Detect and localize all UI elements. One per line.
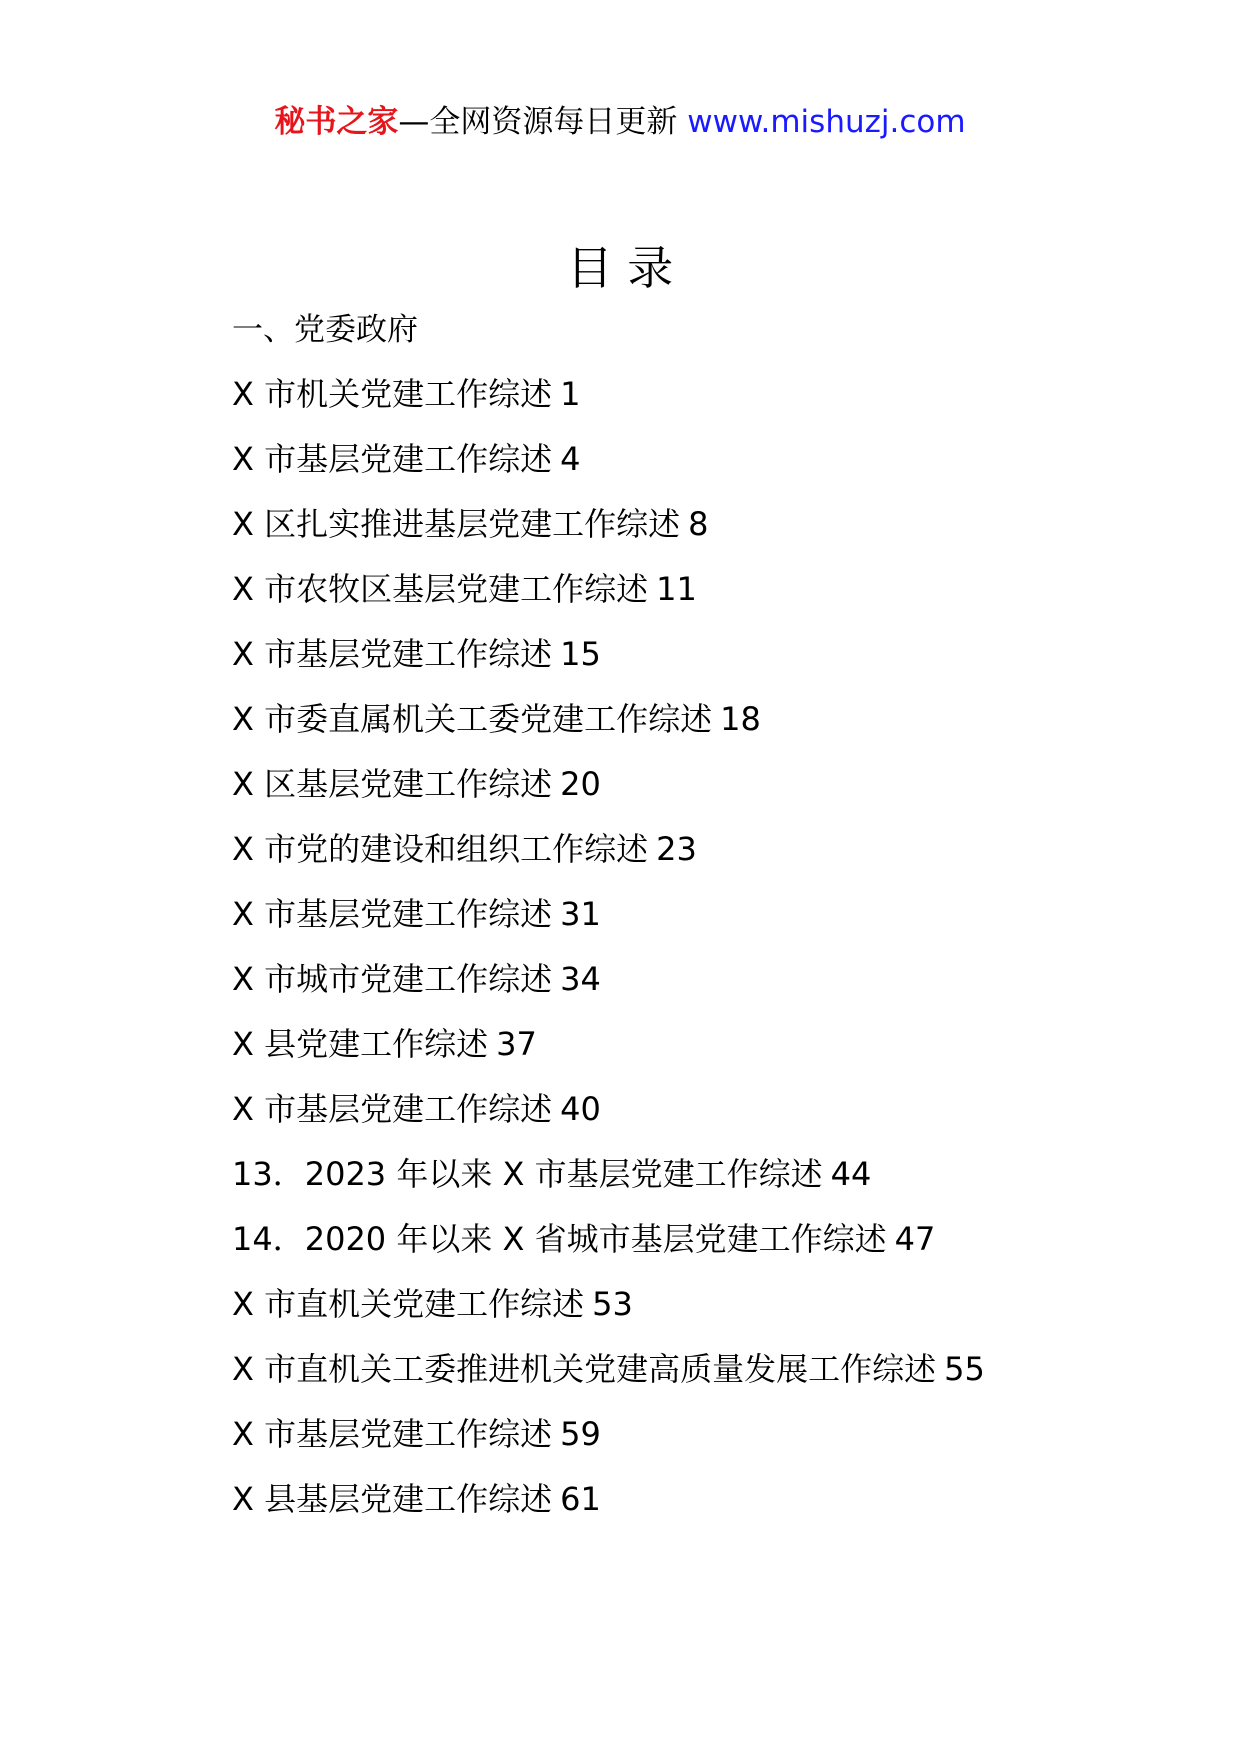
site-header bbox=[0, 100, 1240, 144]
toc-entry[interactable] bbox=[232, 957, 985, 1022]
toc-entry[interactable] bbox=[232, 1217, 985, 1282]
toc-entry[interactable] bbox=[232, 502, 985, 567]
toc-entry-title: X 市基层党建工作综述 bbox=[232, 1090, 553, 1128]
toc-entry-page: 44 bbox=[830, 1155, 872, 1193]
toc-entry-page: 18 bbox=[720, 700, 761, 738]
toc-entry-title: X 市党的建设和组织工作综述 bbox=[232, 830, 649, 868]
toc-entry-title: X 市委直属机关工委党建工作综述 bbox=[232, 700, 713, 738]
toc-entry-page: 23 bbox=[656, 830, 697, 868]
toc-entry[interactable] bbox=[232, 567, 985, 632]
toc-entry[interactable] bbox=[232, 1347, 985, 1412]
header-tagline: —全网资源每日更新 bbox=[398, 104, 688, 140]
toc-entry-page: 4 bbox=[560, 440, 581, 478]
brand-name: 秘书之家 bbox=[274, 104, 399, 140]
toc-entry-page: 47 bbox=[894, 1220, 936, 1258]
toc-title: 目 录 bbox=[566, 241, 674, 295]
toc-entry-page: 59 bbox=[560, 1415, 601, 1453]
toc-entry[interactable] bbox=[232, 1152, 985, 1217]
toc-entry[interactable] bbox=[232, 437, 985, 502]
toc-list bbox=[232, 308, 985, 1542]
toc-entry-page: 61 bbox=[560, 1480, 601, 1518]
toc-entry-title: 14．2020 年以来 X 省城市基层党建工作综述 bbox=[232, 1220, 887, 1258]
toc-entry-page: 11 bbox=[656, 570, 697, 608]
toc-entry-title: X 市直机关党建工作综述 bbox=[232, 1285, 585, 1323]
toc-entry[interactable] bbox=[232, 892, 985, 957]
toc-section-heading: 一、党委政府 bbox=[232, 312, 418, 348]
toc-entry-title: X 市直机关工委推进机关党建高质量发展工作综述 bbox=[232, 1350, 937, 1388]
toc-entry[interactable] bbox=[232, 827, 985, 892]
toc-entry[interactable] bbox=[232, 1022, 985, 1087]
toc-entry[interactable] bbox=[232, 762, 985, 827]
toc-entry-page: 15 bbox=[560, 635, 601, 673]
toc-entry-title: X 市基层党建工作综述 bbox=[232, 635, 553, 673]
toc-entry-page: 40 bbox=[560, 1090, 601, 1128]
toc-entry[interactable] bbox=[232, 372, 985, 437]
toc-entry-title: X 市城市党建工作综述 bbox=[232, 960, 553, 998]
toc-entry-page: 31 bbox=[560, 895, 601, 933]
toc-entry-title: X 市基层党建工作综述 bbox=[232, 895, 553, 933]
toc-entry-title: X 县党建工作综述 bbox=[232, 1025, 489, 1063]
toc-entry-title: X 市基层党建工作综述 bbox=[232, 1415, 553, 1453]
toc-entry-title: 13．2023 年以来 X 市基层党建工作综述 bbox=[232, 1155, 823, 1193]
toc-entry[interactable] bbox=[232, 1477, 985, 1542]
toc-entry-page: 20 bbox=[560, 765, 601, 803]
toc-entry-page: 34 bbox=[560, 960, 601, 998]
toc-entry-title: X 市基层党建工作综述 bbox=[232, 440, 553, 478]
toc-entry[interactable] bbox=[232, 1282, 985, 1347]
toc-entry-page: 1 bbox=[560, 375, 581, 413]
toc-entry-page: 55 bbox=[944, 1350, 985, 1388]
toc-entry-page: 8 bbox=[688, 505, 709, 543]
toc-entry-title: X 市农牧区基层党建工作综述 bbox=[232, 570, 649, 608]
toc-entry-title: X 市机关党建工作综述 bbox=[232, 375, 553, 413]
toc-entry-title: X 区扎实推进基层党建工作综述 bbox=[232, 505, 681, 543]
site-url-link[interactable]: www.mishuzj.com bbox=[687, 104, 966, 140]
toc-entry[interactable] bbox=[232, 632, 985, 697]
toc-entry-page: 53 bbox=[592, 1285, 633, 1323]
toc-entry[interactable] bbox=[232, 1087, 985, 1152]
toc-entry[interactable] bbox=[232, 697, 985, 762]
toc-entry-page: 37 bbox=[496, 1025, 537, 1063]
toc-entry[interactable] bbox=[232, 1412, 985, 1477]
toc-entry-title: X 县基层党建工作综述 bbox=[232, 1480, 553, 1518]
toc-entry-title: X 区基层党建工作综述 bbox=[232, 765, 553, 803]
